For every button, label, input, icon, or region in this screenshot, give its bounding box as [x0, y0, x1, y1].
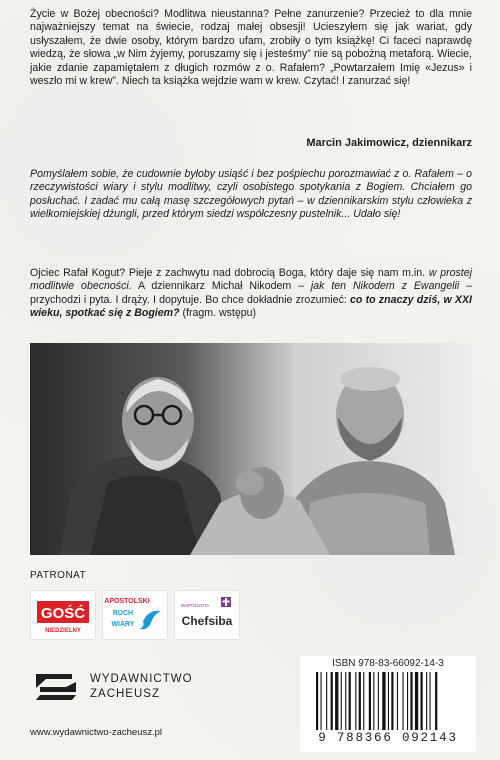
ruch-logo-line3: WIARY: [111, 621, 135, 628]
chefsiba-logo: [174, 590, 240, 640]
patronat-label: PATRONAT: [30, 570, 87, 581]
chefsiba-cross-horizontal: [223, 601, 230, 603]
gosc-logo-title: GOŚĆ: [40, 605, 86, 622]
authors-photo: [30, 343, 472, 555]
barcode-bar: [331, 672, 333, 730]
publisher-name: [90, 672, 193, 702]
barcode-digits: 9 788366 092143: [318, 731, 458, 745]
publisher-line1: WYDAWNICTWO: [90, 673, 193, 685]
publisher-block: [30, 664, 230, 714]
zacheusz-logo-icon: [32, 666, 80, 706]
description-part1: Ojciec Rafał Kogut? Pieje z zachwytu nad dobrocią Boga, który daje się nam m.in.: [30, 267, 429, 279]
barcode-bar: [415, 672, 418, 730]
barcode-bar: [435, 672, 437, 730]
description-paragraph: [30, 267, 472, 321]
barcode-bar: [341, 672, 342, 730]
quote-paragraph: Pomyślałem sobie, że cudownie byłoby usiąść i bez pośpiechu porozmawiać z o. Rafałem – o rzeczywistości wiary i stylu modlitwy, czyli osobistego spotykania z Bogiem. Chciałem go posłuchać. I zadać mu całą masę szczegółowych pytań – w dziennikarskim stylu człowieka z wielkomiejskiej dżungli, przed którym siedzi współczesny pustelnik... Udało się!: [30, 168, 472, 221]
barcode-bar: [403, 672, 404, 730]
ruch-logo-line2: RUCH: [112, 610, 134, 617]
barcode-bar: [373, 672, 374, 730]
intro-paragraph: Życie w Bożej obecności? Modlitwa nieustanna? Pełne zanurzenie? Przecież to dla mnie najważniejszy temat na świecie, rodzaj małej obsesji! Ucieszyłem się jak wariat, gdy usłyszałem, że dwie osoby, którym bardzo ufam, zrobiły o tym książkę! Ci faceci naprawdę wiedzą, że słowa „w Nim żyjemy, poruszamy się i jesteśmy” nie są pobożną metaforą. Wiecie, jakie zdanie zapamiętałem z długich rozmów z o. Rafałem? „Powtarzałem Imię «Jezus» i weszło mi w krew”. Niech ta książka wejdzie wam w krew. Czytać! I zanurzać się!: [30, 8, 472, 88]
description-part2-italic: jak ten Nikodem z Ewangelii: [310, 280, 460, 293]
gosc-logo-subtitle: NIEDZIELNY: [45, 628, 81, 634]
gosc-niedzielny-logo: [30, 590, 96, 640]
photo-illustration: [30, 343, 472, 555]
barcode: [300, 656, 476, 752]
apostolski-ruch-wiary-logo: [102, 590, 168, 640]
patronat-logos: [30, 590, 240, 640]
description-part2: A dziennikarz Michał Nikodem –: [131, 280, 311, 293]
barcode-bar: [388, 672, 389, 730]
barcode-bar: [349, 672, 351, 730]
barcode-bar: [382, 672, 385, 730]
barcode-bar: [369, 672, 371, 730]
ruch-logo-icon: [103, 591, 167, 639]
barcode-bar: [345, 672, 346, 730]
description-bold-question: co to znaczy dziś, w XXI wieku, spotkać się z Bogiem?: [30, 293, 473, 320]
chefsiba-logo-small: WSPÓLNOTA: [181, 603, 210, 608]
barcode-bar: [430, 672, 431, 730]
intro-author: Marcin Jakimowicz, dziennikarz: [306, 137, 472, 149]
barcode-bar: [407, 672, 408, 730]
barcode-bar: [355, 672, 356, 730]
barcode-bar: [316, 672, 318, 730]
chefsiba-logo-name: Chefsiba: [181, 614, 233, 628]
barcode-bar: [321, 672, 322, 730]
barcode-bar: [391, 672, 393, 730]
barcode-bar: [397, 672, 398, 730]
barcode-bar: [363, 672, 364, 730]
dove-icon: [139, 611, 161, 630]
description-part1-italic: w prostej modlitwie obecności.: [30, 267, 472, 293]
barcode-bar: [426, 672, 427, 730]
barcode-bars: [312, 672, 472, 732]
description-source: (fragm. wstępu): [179, 307, 257, 320]
ruch-logo-line1: APOSTOLSKI: [104, 598, 150, 605]
barcode-bar: [326, 672, 327, 730]
barcode-bar: [410, 672, 412, 730]
barcode-bar: [378, 672, 379, 730]
barcode-bar: [335, 672, 338, 730]
barcode-bar: [421, 672, 423, 730]
publisher-website: www.wydawnictwo-zacheusz.pl: [30, 727, 162, 738]
description-part3: – przychodzi i pyta. I drąży. I dopytuje. Bo chce dokładnie zrozumieć:: [30, 280, 472, 306]
barcode-bar: [359, 672, 361, 730]
gosc-logo-icon: [31, 591, 95, 639]
isbn-label: ISBN 978-83-66092-14-3: [332, 658, 444, 669]
publisher-line2: ZACHEUSZ: [90, 688, 160, 700]
chefsiba-logo-icon: [175, 591, 239, 639]
